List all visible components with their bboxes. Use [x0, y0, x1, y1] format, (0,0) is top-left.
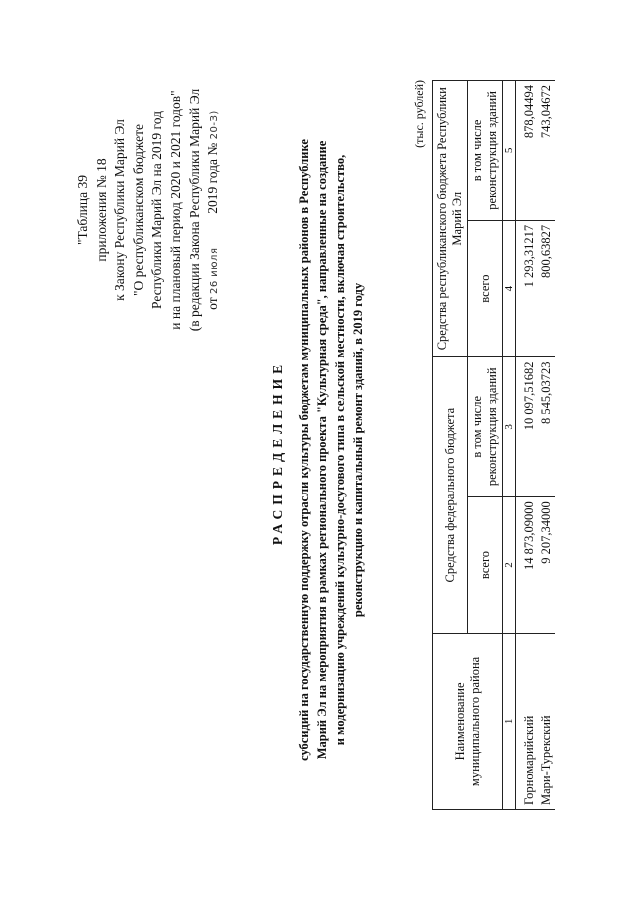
col-header-federal-reconstruction: в том числе реконструкция зданий	[468, 357, 503, 497]
header-line: Республики Марий Эл на 2019 год	[149, 111, 165, 309]
col-header-republic-total: всего	[468, 220, 503, 357]
col-header-republic: Средства республиканского бюджета Республики Марий Эл	[433, 81, 468, 357]
document-title: РАСПРЕДЕЛЕНИЕ	[270, 359, 285, 546]
date-prefix: от	[205, 297, 221, 310]
subtitle-line: Марий Эл на мероприятия в рамках регионального проекта "Культурная среда", направленные на создание	[315, 140, 329, 760]
header-line: "О республиканском бюджете	[130, 124, 146, 297]
column-number: 5	[503, 81, 516, 221]
column-number: 4	[503, 220, 516, 357]
table-row	[516, 81, 539, 810]
republic-total-cell: 1 293,31217	[516, 220, 539, 357]
distribution-table	[432, 80, 555, 810]
col-header-republic-reconstruction: в том числе реконструкция зданий	[468, 81, 503, 221]
subtitle-line: субсидий на государственную поддержку отрасли культуры бюджетам муниципальных районов в Республике	[297, 139, 311, 761]
column-number: 2	[503, 497, 516, 634]
federal-total-cell: 9 207,34000	[538, 497, 555, 634]
municipality-name: Мари-Турекский	[538, 633, 555, 809]
units-label: (тыс. рублей)	[412, 80, 426, 148]
table-row	[538, 81, 555, 810]
table-header-row	[433, 81, 468, 810]
date-day: 26	[209, 280, 221, 294]
subtitle-line: и модернизацию учреждений культурно-досугового типа в сельской местности, включая строительство,	[333, 154, 347, 746]
law-date-line	[204, 45, 225, 375]
header-line: к Закону Республики Марий Эл	[112, 119, 128, 301]
header-line: (в редакции Закона Республики Марий Эл	[186, 88, 202, 332]
header-line: "Таблица 39	[75, 175, 90, 245]
republic-reconstruction-cell: 743,04672	[538, 81, 555, 221]
republic-reconstruction-cell: 878,04494	[516, 81, 539, 221]
column-number: 3	[503, 357, 516, 497]
federal-reconstruction-cell: 8 545,03723	[538, 357, 555, 497]
column-number-row	[503, 81, 516, 810]
col-header-federal: Средства федерального бюджета	[433, 357, 468, 633]
municipality-name: Горномарийский	[516, 633, 539, 809]
law-number: 20-З)	[209, 110, 221, 140]
date-year: 2019 года №	[205, 142, 221, 214]
federal-total-cell: 14 873,09000	[516, 497, 539, 634]
column-number: 1	[503, 633, 516, 809]
appendix-reference	[74, 45, 225, 375]
republic-total-cell: 800,63827	[538, 220, 555, 357]
col-header-municipality: Наименование муниципального района	[433, 633, 503, 809]
date-month: июля	[209, 247, 221, 277]
federal-reconstruction-cell: 10 097,51682	[516, 357, 539, 497]
col-header-federal-total: всего	[468, 497, 503, 634]
header-line: приложения № 18	[93, 158, 109, 262]
document-subtitle	[295, 85, 367, 815]
subtitle-line: реконструкцию и капитальный ремонт зданий, в 2019 году	[351, 282, 365, 618]
header-line: и на плановый период 2020 и 2021 годов"	[167, 90, 183, 330]
